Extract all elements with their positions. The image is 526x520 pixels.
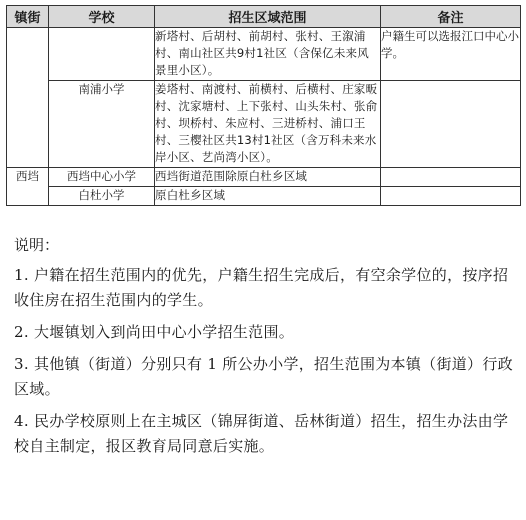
table-row — [7, 80, 521, 167]
note-cell: 户籍生可以选报江口中心小学。 — [381, 28, 521, 81]
note-item-1: 1. 户籍在招生范围内的优先，户籍生招生完成后，有空余学位的，按序招收住房在招生范围内的学生。 — [14, 266, 509, 309]
school-cell: 南浦小学 — [49, 80, 155, 167]
note-item-4: 4. 民办学校原则上在主城区（锦屏街道、岳林街道）招生，招生办法由学校自主制定，报区教育局同意后实施。 — [14, 412, 509, 455]
school-cell-empty — [49, 28, 155, 81]
note-cell — [381, 186, 521, 205]
note-cell — [381, 167, 521, 186]
notes-heading: 说明： — [14, 236, 60, 254]
table-header-row — [7, 6, 521, 28]
range-cell: 原白杜乡区域 — [155, 186, 381, 205]
school-cell: 白杜小学 — [49, 186, 155, 205]
school-cell: 西垱中心小学 — [49, 167, 155, 186]
header-note: 备注 — [381, 6, 521, 28]
header-school: 学校 — [49, 6, 155, 28]
notes-section — [14, 234, 519, 466]
range-cell: 姜塔村、南渡村、前横村、后横村、庄家畈村、沈家塘村、上下张村、山头朱村、张俞村、坝桥村、朱应村、三进桥村、浦口王村、三樱社区共13村1社区（含万科未来水岸小区、艺尚湾小区）。 — [155, 80, 381, 167]
table-row — [7, 186, 521, 205]
town-cell: 西垱 — [7, 167, 49, 205]
note-item-3: 3. 其他镇（街道）分别只有 1 所公办小学，招生范围为本镇（街道）行政区域。 — [14, 355, 513, 398]
table-row — [7, 167, 521, 186]
town-cell-empty — [7, 28, 49, 168]
range-cell: 西垱街道范围除原白杜乡区域 — [155, 167, 381, 186]
header-town: 镇街 — [7, 6, 49, 28]
header-range: 招生区域范围 — [155, 6, 381, 28]
enrollment-zone-table — [6, 5, 521, 206]
table-row — [7, 28, 521, 81]
range-cell: 新塔村、后胡村、前胡村、张村、王溆浦村、南山社区共9村1社区（含保亿未来风景里小区）。 — [155, 28, 381, 81]
note-cell — [381, 80, 521, 167]
note-item-2: 2. 大堰镇划入到尚田中心小学招生范围。 — [14, 323, 295, 341]
